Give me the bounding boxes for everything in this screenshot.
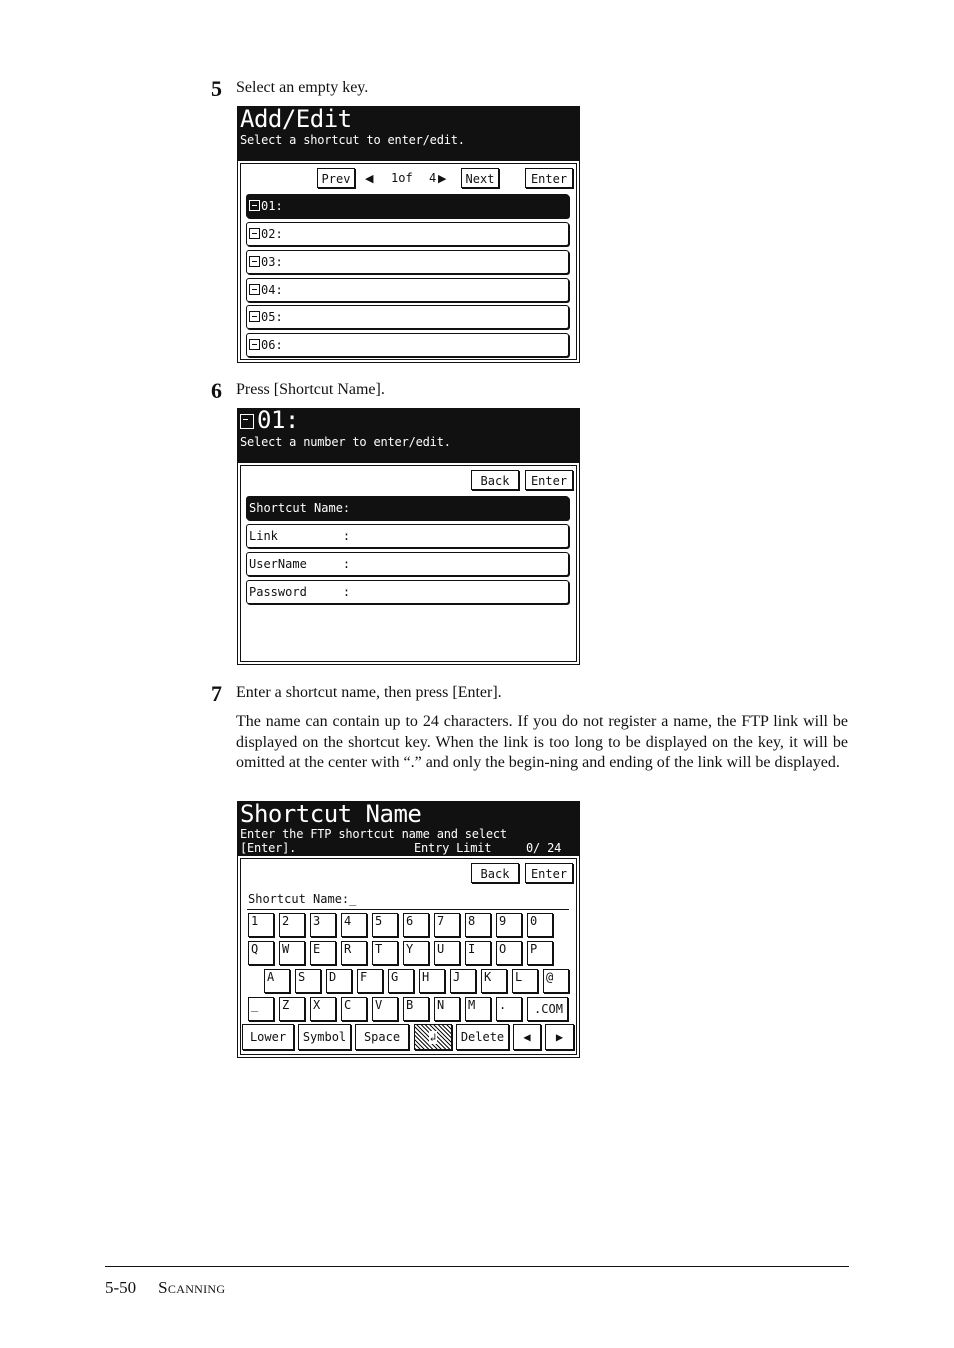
step-5-text: Select an empty key. — [236, 79, 369, 96]
page-number: 5-50 — [105, 1278, 137, 1297]
step-5-number: 5 — [211, 76, 222, 101]
field-username[interactable]: UserName : — [246, 552, 569, 576]
key-row3-1[interactable]: S — [295, 969, 321, 993]
lower-key[interactable]: Lower — [242, 1024, 294, 1050]
next-button[interactable]: Next — [461, 168, 499, 188]
key-row1-7[interactable]: 8 — [465, 913, 491, 937]
key-row3-9[interactable]: @ — [543, 969, 569, 993]
key-row4-5[interactable]: B — [403, 997, 429, 1021]
key-row1-1[interactable]: 2 — [279, 913, 305, 937]
key-row4-4[interactable]: V — [372, 997, 398, 1021]
screen-subtitle: Select a shortcut to enter/edit. — [240, 133, 465, 147]
key-row3-2[interactable]: D — [326, 969, 352, 993]
screen-body — [240, 465, 577, 662]
key-row4-7[interactable]: M — [465, 997, 491, 1021]
step-7-text: Enter a shortcut name, then press [Enter]. — [236, 684, 502, 701]
back-button[interactable]: Back — [471, 470, 519, 490]
shortcut-icon — [249, 200, 260, 211]
shortcut-key-05[interactable] — [246, 305, 569, 329]
key-row4-1[interactable]: Z — [279, 997, 305, 1021]
shortcut-key-label: 01: — [261, 199, 283, 213]
screen-subtitle: Enter the FTP shortcut name and select — [240, 827, 507, 841]
field-password[interactable]: Password : — [246, 580, 569, 604]
footer-rule — [105, 1266, 849, 1267]
screen-header — [238, 802, 579, 856]
cursor-right-key[interactable] — [545, 1024, 574, 1050]
space-key[interactable]: Space — [355, 1024, 409, 1050]
shortcut-key-label: 05: — [261, 310, 283, 324]
key-row3-3[interactable]: F — [357, 969, 383, 993]
key-row3-7[interactable]: K — [481, 969, 507, 993]
cursor-left-key[interactable] — [513, 1024, 541, 1050]
screen-title: Add/Edit — [240, 105, 352, 133]
shortcut-key-label: 03: — [261, 255, 283, 269]
key-row1-9[interactable]: 0 — [527, 913, 553, 937]
shortcut-key-02[interactable] — [246, 222, 569, 246]
screen-body — [240, 163, 577, 360]
enter-button[interactable]: Enter — [525, 470, 573, 490]
right-arrow-icon[interactable]: ▶ — [438, 173, 447, 185]
key-row4-8[interactable]: . — [496, 997, 522, 1021]
key-row3-5[interactable]: H — [419, 969, 445, 993]
shortcut-icon — [249, 311, 260, 322]
key-row2-5[interactable]: Y — [403, 941, 429, 965]
shortcut-key-06[interactable] — [246, 333, 569, 357]
key-row3-4[interactable]: G — [388, 969, 414, 993]
key-row2-3[interactable]: R — [341, 941, 367, 965]
key-row2-7[interactable]: I — [465, 941, 491, 965]
key-row2-0[interactable]: Q — [248, 941, 274, 965]
shortcut-key-label: 06: — [261, 338, 283, 352]
delete-key[interactable]: Delete — [456, 1024, 509, 1050]
entry-limit-label: Entry Limit — [414, 841, 492, 855]
shortcut-detail-screen — [237, 408, 580, 665]
key-row4-2[interactable]: X — [310, 997, 336, 1021]
name-input[interactable]: Shortcut Name:_ — [248, 892, 357, 906]
prev-button[interactable]: Prev — [317, 168, 355, 188]
step-6-number: 6 — [211, 378, 222, 403]
field-shortcut-name[interactable]: Shortcut Name: — [246, 496, 569, 520]
screen-title: 01: — [257, 406, 299, 434]
key-row1-0[interactable]: 1 — [248, 913, 274, 937]
page-total: 4 — [429, 171, 437, 185]
enter-button[interactable]: Enter — [525, 863, 573, 883]
screen-title-wrap — [240, 406, 299, 434]
screen-header — [238, 406, 579, 463]
section-name: Scanning — [158, 1278, 226, 1297]
key-row1-5[interactable]: 6 — [403, 913, 429, 937]
shortcut-icon — [240, 414, 254, 429]
key-row4-6[interactable]: N — [434, 997, 460, 1021]
return-icon: ↲ — [429, 1031, 437, 1044]
shortcut-key-label: 04: — [261, 283, 283, 297]
left-arrow-icon: ◀ — [523, 1030, 531, 1044]
entry-count: 0/ 24 — [526, 841, 562, 855]
symbol-key[interactable]: Symbol — [298, 1024, 351, 1050]
step-6-text: Press [Shortcut Name]. — [236, 381, 385, 398]
key-row2-9[interactable]: P — [527, 941, 553, 965]
step-7-number: 7 — [211, 681, 222, 706]
page-indicator: 1of — [391, 171, 413, 185]
screen-subtitle-2: [Enter]. — [240, 841, 297, 855]
step-7-description: The name can contain up to 24 characters. If you do not register a name, the FTP link will be displayed on the shortcut key. When the link is too long to be displayed on the key, it will be omitted at the center with “.” and only the begin-ning and ending of the link will be displayed. — [236, 713, 848, 771]
key-row3-8[interactable]: L — [512, 969, 538, 993]
key-row1-3[interactable]: 4 — [341, 913, 367, 937]
key-row1-6[interactable]: 7 — [434, 913, 460, 937]
key-row3-6[interactable]: J — [450, 969, 476, 993]
right-arrow-icon: ▶ — [555, 1030, 564, 1044]
shortcut-key-03[interactable] — [246, 250, 569, 274]
enter-label: Enter — [530, 172, 568, 186]
key-row4-3[interactable]: C — [341, 997, 367, 1021]
enter-button[interactable] — [525, 168, 573, 188]
shortcut-icon — [249, 339, 260, 350]
key-row2-1[interactable]: W — [279, 941, 305, 965]
back-button[interactable]: Back — [471, 863, 519, 883]
shortcut-key-label: 02: — [261, 227, 283, 241]
input-underline — [247, 909, 569, 910]
shortcut-icon — [249, 256, 260, 267]
shortcut-key-01[interactable] — [246, 194, 569, 218]
left-arrow-icon[interactable]: ◀ — [365, 173, 374, 185]
screen-subtitle: Select a number to enter/edit. — [240, 435, 451, 449]
key-row2-8[interactable]: O — [496, 941, 522, 965]
page-footer — [105, 1278, 225, 1298]
key-row4-0[interactable]: _ — [248, 997, 274, 1021]
key-row2-4[interactable]: T — [372, 941, 398, 965]
shortcut-icon — [249, 284, 260, 295]
key-row1-4[interactable]: 5 — [372, 913, 398, 937]
key-row1-8[interactable]: 9 — [496, 913, 522, 937]
screen-title: Shortcut Name — [240, 800, 422, 828]
key-row3-0[interactable]: A — [264, 969, 290, 993]
add-edit-screen — [237, 106, 580, 363]
key-row1-2[interactable]: 3 — [310, 913, 336, 937]
key-row2-6[interactable]: U — [434, 941, 460, 965]
com-key[interactable]: .COM — [527, 997, 568, 1021]
field-link[interactable]: Link : — [246, 524, 569, 548]
shortcut-icon — [249, 228, 260, 239]
key-row2-2[interactable]: E — [310, 941, 336, 965]
shortcut-key-04[interactable] — [246, 278, 569, 302]
screen-header — [238, 107, 579, 161]
return-key[interactable] — [414, 1024, 452, 1050]
